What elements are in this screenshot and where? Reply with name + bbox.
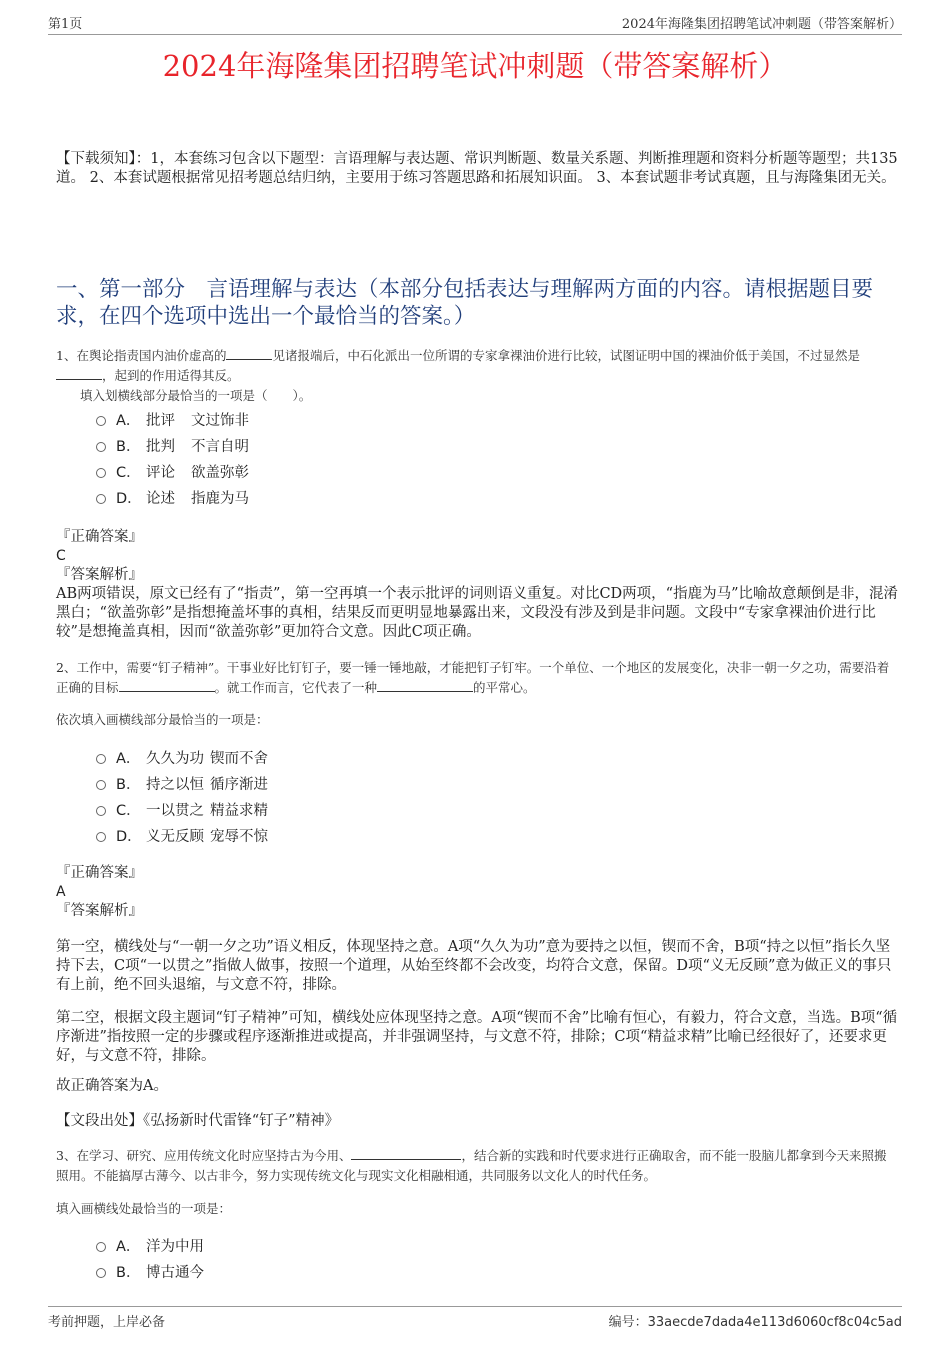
- question-1-stem: 1、在舆论指责国内油价虚高的 见诸报端后，中石化派出一位所谓的专家拿裸油价进行比较，试图证明中国的裸油价低于美国，不过显然是，起到的作用适得其反。 填入划横线部分最恰当的一项是（ ）。: [56, 346, 896, 406]
- radio-icon[interactable]: [96, 468, 106, 478]
- option-b[interactable]: B． 持之以恒 循序渐进: [96, 770, 268, 796]
- radio-icon[interactable]: [96, 494, 106, 504]
- radio-icon[interactable]: [96, 780, 106, 790]
- question-2-prompt: 依次填入画横线部分最恰当的一项是：: [56, 712, 269, 727]
- header-doc-title: 2024年海隆集团招聘笔试冲刺题（带答案解析）: [621, 17, 902, 32]
- analysis-label: 『答案解析』: [56, 567, 143, 583]
- radio-icon[interactable]: [96, 832, 106, 842]
- option-a[interactable]: A． 洋为中用: [96, 1232, 204, 1258]
- passage-source: 【文段出处】《弘扬新时代雷锋“钉子”精神》: [56, 1113, 340, 1129]
- page-title: 2024年海隆集团招聘笔试冲刺题（带答案解析）: [162, 49, 788, 83]
- radio-icon[interactable]: [96, 1268, 106, 1278]
- blank-line: [351, 1146, 461, 1160]
- option-a[interactable]: A． 久久为功 锲而不舍: [96, 744, 268, 770]
- page-footer: [48, 1306, 902, 1331]
- radio-icon[interactable]: [96, 754, 106, 764]
- option-d[interactable]: D． 论述 指鹿为马: [96, 484, 249, 510]
- option-a[interactable]: A． 批评 文过饰非: [96, 406, 249, 432]
- analysis-conclusion: 故正确答案为A。: [56, 1078, 168, 1094]
- page-header: [48, 12, 902, 35]
- answer-label: 『正确答案』: [56, 529, 143, 545]
- option-c[interactable]: C． 评论 欲盖弥彰: [96, 458, 249, 484]
- option-b[interactable]: B． 博古通今: [96, 1258, 204, 1284]
- analysis-paragraph-1: 第一空，横线处与“一朝一夕之功”语义相反，体现坚持之意。A项“久久为功”意为要持之以恒，锲而不舍，B项“持之以恒”指长久坚持下去，C项“一以贯之”指做人做事，按照一个道理，从始至终都不会改变，均符合文意，保留。D项“义无反顾”意为做正义的事只有上前，绝不回头退缩，与文意不符，排除。: [56, 939, 892, 993]
- blank-line: [56, 366, 102, 380]
- question-3-prompt: 填入画横线处最恰当的一项是：: [56, 1201, 232, 1216]
- question-3-options: [96, 1232, 204, 1284]
- radio-icon[interactable]: [96, 1242, 106, 1252]
- footer-slogan: 考前押题，上岸必备: [48, 1315, 166, 1330]
- question-2-answer-block: [56, 864, 898, 921]
- correct-answer: A: [56, 884, 66, 900]
- blank-line: [119, 678, 215, 692]
- question-2-options: [96, 744, 268, 848]
- option-b[interactable]: B． 批判 不言自明: [96, 432, 249, 458]
- question-1-prompt: 填入划横线部分最恰当的一项是（ ）。: [80, 388, 312, 403]
- answer-label: 『正确答案』: [56, 865, 143, 881]
- blank-line: [226, 346, 272, 360]
- question-2-stem: 2、工作中，需要“钉子精神”。干事业好比钉钉子，要一锤一锤地敲，才能把钉子钉牢。一个单位、一个地区的发展变化，决非一朝一夕之功，需要沿着正确的目标 。就工作而言，它代表了一种 的平常心。: [56, 660, 890, 695]
- analysis-text: AB两项错误，原文已经有了“指责”，第一空再填一个表示批评的词则语义重复。对比CD两项，“指鹿为马”比喻故意颠倒是非，混淆黑白；“欲盖弥彰”是指想掩盖坏事的真相，结果反而更明显地暴露出来，文段没有涉及到是非问题。文段中“专家拿裸油价进行比较”是想掩盖真相，因而“欲盖弥彰”更加符合文意。因此C项正确。: [56, 586, 898, 640]
- question-1-answer-block: [56, 528, 898, 642]
- radio-icon[interactable]: [96, 806, 106, 816]
- analysis-paragraph-2: 第二空，根据文段主题词“钉子精神”可知，横线处应体现坚持之意。A项“锲而不舍”比喻有恒心，有毅力，符合文意，当选。B项“循序渐进”指按照一定的步骤或程序逐渐推进或提高，并非强调坚持，与文意不符，排除；C项“精益求精”比喻已经很好了，还要求更好，与文意不符，排除。: [56, 1010, 898, 1064]
- download-notice: 【下载须知】：1，本套练习包含以下题型：言语理解与表达题、常识判断题、数量关系题、判断推理题和资料分析题等题型；共135道。 2、本套试题根据常见招考题总结归纳，主要用于练习答题思路和拓展知识面。 3、本套试题非考试真题，且与海隆集团无关。: [56, 151, 898, 186]
- radio-icon[interactable]: [96, 442, 106, 452]
- analysis-label: 『答案解析』: [56, 903, 143, 919]
- section-heading: 一、第一部分 言语理解与表达（本部分包括表达与理解两方面的内容。请根据题目要求，在四个选项中选出一个最恰当的答案。）: [56, 277, 874, 329]
- blank-line: [377, 678, 473, 692]
- option-d[interactable]: D． 义无反顾 宠辱不惊: [96, 822, 268, 848]
- question-3-stem: 3、在学习、研究、应用传统文化时应坚持古为今用、 ，结合新的实践和时代要求进行正确取舍，而不能一股脑儿都拿到今天来照搬照用。不能搞厚古薄今、以古非今，努力实现传统文化与现实文化相融相通，共同服务以文化人的时代任务。: [56, 1148, 887, 1183]
- correct-answer: C: [56, 548, 66, 564]
- radio-icon[interactable]: [96, 416, 106, 426]
- document-code: 编号：33aecde7dada4e113d6060cf8c04c5ad: [608, 1315, 902, 1330]
- page-number: 第1页: [48, 17, 83, 32]
- question-1-options: [96, 406, 249, 510]
- option-c[interactable]: C． 一以贯之 精益求精: [96, 796, 268, 822]
